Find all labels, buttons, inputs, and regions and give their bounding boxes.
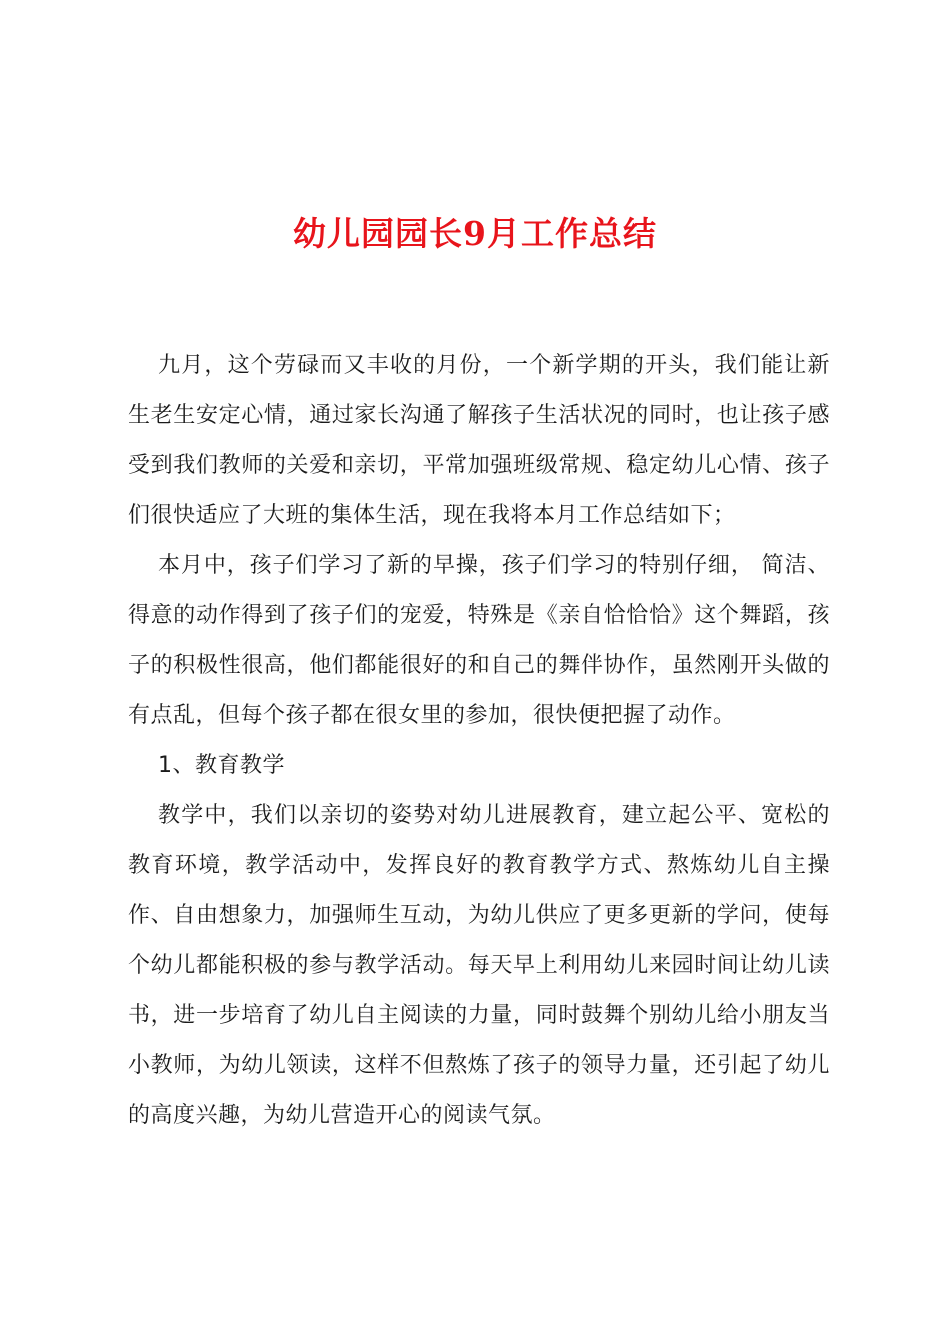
- paragraph-education: 教学中，我们以亲切的姿势对幼儿进展教育，建立起公平、宽松的教育环境，教学活动中，发挥良好的教育教学方式、熬炼幼儿自主操作、自由想象力，加强师生互动，为幼儿供应了更多更新的学问，使每个幼儿都能积极的参与教学活动。每天早上利用幼儿来园时间让幼儿读书，进一步培育了幼儿自主阅读的力量，同时鼓舞个别幼儿给小朋友当小教师，为幼儿领读，这样不但熬炼了孩子的领导力量，还引起了幼儿的高度兴趣，为幼儿营造开心的阅读气氛。: [128, 803, 830, 1128]
- paragraph-morning-exercise: 本月中，孩子们学习了新的早操，孩子们学习的特别仔细， 简洁、得意的动作得到了孩子们的宠爱，特殊是《亲自恰恰恰》这个舞蹈，孩子的积极性很高，他们都能很好的和自己的舞伴协作，虽然刚开头做的有点乱，但每个孩子都在很女里的参加，很快便把握了动作。: [128, 553, 830, 728]
- document-body: [128, 341, 830, 1141]
- section-heading-education: 1、教育教学: [158, 753, 285, 778]
- paragraph-intro: 九月，这个劳碌而又丰收的月份，一个新学期的开头，我们能让新生老生安定心情，通过家长沟通了解孩子生活状况的同时，也让孩子感受到我们教师的关爱和亲切，平常加强班级常规、稳定幼儿心情、孩子们很快适应了大班的集体生活，现在我将本月工作总结如下；: [128, 353, 830, 528]
- document-title: 幼儿园园长9月工作总结: [293, 214, 657, 253]
